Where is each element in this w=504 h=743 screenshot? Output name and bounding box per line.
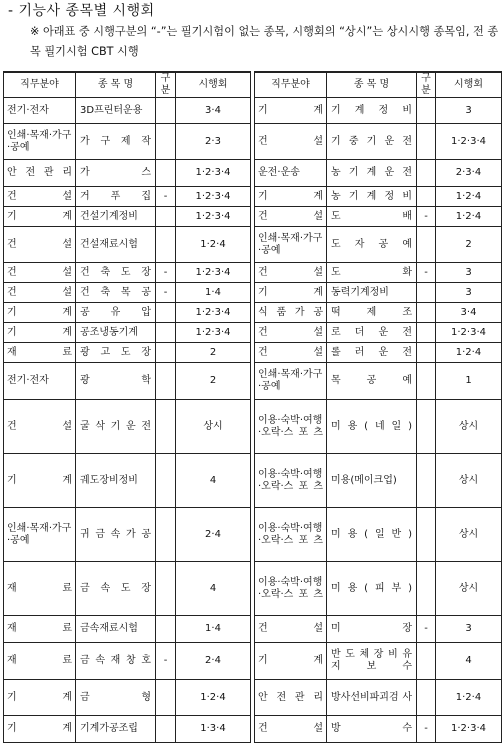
category-cell: [156, 227, 176, 263]
field-cell: 건 설: [4, 400, 76, 454]
name-cell: 공 유 압: [76, 303, 156, 323]
table-row: [255, 263, 502, 283]
name-cell: 가 구 제 작: [76, 124, 156, 160]
field-cell: 기 계: [4, 323, 76, 343]
name-cell: 농 기 계 운 전: [327, 160, 417, 187]
field-cell: 재 료: [4, 643, 76, 680]
name-cell: 떡 제 조: [327, 303, 417, 323]
schedule-cell: 1·2·4: [436, 187, 502, 207]
table-row: [255, 227, 502, 263]
category-cell: [156, 616, 176, 643]
name-cell: 도 화: [327, 263, 417, 283]
field-cell: 기 계: [255, 98, 327, 124]
field-cell: 이용·숙박·여행·오락·스 포 츠: [255, 454, 327, 508]
schedule-cell: 1·3·4: [176, 716, 251, 743]
category-cell: [156, 323, 176, 343]
table-header-row: [4, 72, 251, 98]
table-row: [255, 124, 502, 160]
field-cell: 건 설: [255, 124, 327, 160]
field-cell: 재 료: [4, 562, 76, 616]
field-cell: 이용·숙박·여행·오락·스 포 츠: [255, 508, 327, 562]
schedule-cell: 상시: [436, 454, 502, 508]
name-cell: 미 용 ( 일 반 ): [327, 508, 417, 562]
schedule-cell: 1·2·3·4: [176, 160, 251, 187]
category-cell: -: [156, 643, 176, 680]
field-cell: 안 전 관 리: [255, 680, 327, 716]
table-row: [4, 400, 251, 454]
category-cell: [417, 160, 436, 187]
schedule-cell: 1·2·4: [436, 680, 502, 716]
category-cell: [156, 363, 176, 400]
name-cell: 농 기 계 정 비: [327, 187, 417, 207]
field-cell: 인쇄·목재·가구·공예: [255, 363, 327, 400]
schedule-table-left: [3, 71, 251, 743]
name-cell: 건 축 도 장: [76, 263, 156, 283]
name-cell: 금 속 도 장: [76, 562, 156, 616]
table-row: [255, 643, 502, 680]
category-cell: [417, 643, 436, 680]
table-row: [255, 363, 502, 400]
name-cell: 기 계 정 비: [327, 98, 417, 124]
category-cell: [156, 343, 176, 363]
schedule-cell: 상시: [176, 400, 251, 454]
field-cell: 운전·운송: [255, 160, 327, 187]
schedule-cell: 1·2·3·4: [176, 323, 251, 343]
field-cell: 이용·숙박·여행·오락·스 포 츠: [255, 562, 327, 616]
header-schedule: 시행회: [436, 72, 502, 98]
schedule-cell: 1: [436, 363, 502, 400]
table-row: [255, 454, 502, 508]
category-cell: [156, 303, 176, 323]
schedule-cell: 1·2·4: [436, 207, 502, 227]
field-cell: 안 전 관 리: [4, 160, 76, 187]
name-cell: 귀 금 속 가 공: [76, 508, 156, 562]
category-cell: [417, 227, 436, 263]
category-cell: [417, 400, 436, 454]
field-cell: 기 계: [4, 454, 76, 508]
category-cell: [417, 680, 436, 716]
category-cell: [156, 716, 176, 743]
schedule-cell: 3·4: [176, 98, 251, 124]
field-cell: 기 계: [4, 303, 76, 323]
schedule-cell: 1·2·3·4: [436, 716, 502, 743]
category-cell: [156, 562, 176, 616]
table-row: [255, 400, 502, 454]
schedule-cell: 상시: [436, 400, 502, 454]
name-cell: 미 용 ( 네 일 ): [327, 400, 417, 454]
schedule-cell: 1·2·4: [176, 227, 251, 263]
table-row: [255, 616, 502, 643]
field-cell: 식 품 가 공: [255, 303, 327, 323]
table-row: [255, 187, 502, 207]
field-cell: 기 계: [255, 187, 327, 207]
name-cell: 도 자 공 예: [327, 227, 417, 263]
field-cell: 기 계: [4, 680, 76, 716]
table-row: [4, 508, 251, 562]
note-text: [30, 22, 500, 62]
field-cell: 건 설: [4, 263, 76, 283]
table-row: [4, 616, 251, 643]
category-cell: [417, 508, 436, 562]
table-row: [255, 283, 502, 303]
name-cell: 건설재료시험: [76, 227, 156, 263]
name-cell: 광 학: [76, 363, 156, 400]
category-cell: -: [417, 207, 436, 227]
header-field: 직무분야: [4, 72, 76, 98]
header-category: 구분: [417, 72, 436, 98]
table-row: [255, 562, 502, 616]
name-cell: 미 장: [327, 616, 417, 643]
category-cell: [156, 400, 176, 454]
category-cell: [417, 562, 436, 616]
field-cell: 기 계: [255, 283, 327, 303]
table-row: [255, 98, 502, 124]
table-row: [255, 716, 502, 743]
name-cell: 금속재료시험: [76, 616, 156, 643]
schedule-cell: 2·4: [176, 643, 251, 680]
category-cell: [417, 454, 436, 508]
name-cell: 기 중 기 운 전: [327, 124, 417, 160]
category-cell: [417, 98, 436, 124]
schedule-cell: 3: [436, 263, 502, 283]
name-cell: 롤 러 운 전: [327, 343, 417, 363]
field-cell: 건 설: [4, 187, 76, 207]
table-header-row: [255, 72, 502, 98]
schedule-cell: 1·4: [176, 283, 251, 303]
field-cell: 건 설: [4, 283, 76, 303]
name-cell: 공조냉동기계: [76, 323, 156, 343]
table-row: [255, 343, 502, 363]
header-name: 종 목 명: [76, 72, 156, 98]
name-cell: 굴 삭 기 운 전: [76, 400, 156, 454]
table-row: [4, 680, 251, 716]
name-cell: 3D프린터운용: [76, 98, 156, 124]
table-row: [4, 363, 251, 400]
field-cell: 건 설: [255, 207, 327, 227]
table-row: [4, 124, 251, 160]
category-cell: -: [156, 263, 176, 283]
schedule-table-right: [254, 71, 502, 743]
schedule-cell: 상시: [436, 562, 502, 616]
header-category: 구분: [156, 72, 176, 98]
field-cell: 건 설: [255, 343, 327, 363]
name-cell: 궤도장비정비: [76, 454, 156, 508]
category-cell: -: [156, 187, 176, 207]
table-row: [4, 160, 251, 187]
table-row: [4, 643, 251, 680]
schedule-cell: 3·4: [436, 303, 502, 323]
table-row: [4, 716, 251, 743]
name-cell: 목 공 예: [327, 363, 417, 400]
schedule-cell: 1·2·3·4: [176, 207, 251, 227]
category-cell: [417, 323, 436, 343]
table-row: [4, 98, 251, 124]
schedule-cell: 4: [436, 643, 502, 680]
field-cell: 건 설: [255, 323, 327, 343]
field-cell: 전기·전자: [4, 363, 76, 400]
schedule-cell: 상시: [436, 508, 502, 562]
table-row: [4, 187, 251, 207]
name-cell: 로 더 운 전: [327, 323, 417, 343]
schedule-cell: 4: [176, 562, 251, 616]
name-cell: 금 속 재 창 호: [76, 643, 156, 680]
page-heading: - 기능사 종목별 시행회: [8, 3, 155, 19]
table-row: [4, 207, 251, 227]
field-cell: 재 료: [4, 343, 76, 363]
schedule-cell: 1·2·3·4: [176, 263, 251, 283]
schedule-cell: 2·3·4: [436, 160, 502, 187]
table-row: [4, 263, 251, 283]
header-field: 직무분야: [255, 72, 327, 98]
category-cell: [417, 187, 436, 207]
table-row: [255, 323, 502, 343]
category-cell: [417, 363, 436, 400]
category-cell: [156, 508, 176, 562]
field-cell: 인쇄·목재·가구·공예: [255, 227, 327, 263]
name-cell: 미 용 ( 피 부 ): [327, 562, 417, 616]
header-name: 종 목 명: [327, 72, 417, 98]
category-cell: [417, 283, 436, 303]
field-cell: 기 계: [255, 643, 327, 680]
name-cell: 동력기계정비: [327, 283, 417, 303]
field-cell: 건 설: [4, 227, 76, 263]
note-symbol: ※: [30, 25, 40, 38]
category-cell: [156, 160, 176, 187]
category-cell: [156, 124, 176, 160]
schedule-cell: 1·2·3·4: [176, 303, 251, 323]
category-cell: [417, 343, 436, 363]
table-row: [4, 343, 251, 363]
field-cell: 인쇄·목재·가구·공예: [4, 508, 76, 562]
schedule-cell: 2·4: [176, 508, 251, 562]
field-cell: 전기·전자: [4, 98, 76, 124]
schedule-cell: 3: [436, 616, 502, 643]
schedule-cell: 1·4: [176, 616, 251, 643]
name-cell: 광 고 도 장: [76, 343, 156, 363]
name-cell: 건 축 목 공: [76, 283, 156, 303]
table-row: [255, 160, 502, 187]
table-row: [4, 454, 251, 508]
name-cell: 건설기계정비: [76, 207, 156, 227]
name-cell: 가 스: [76, 160, 156, 187]
field-cell: 기 계: [4, 207, 76, 227]
name-cell: 방 수: [327, 716, 417, 743]
schedule-cell: 4: [176, 454, 251, 508]
schedule-cell: 3: [436, 98, 502, 124]
schedule-cell: 2: [176, 363, 251, 400]
schedule-cell: 1·2·3·4: [436, 124, 502, 160]
schedule-cell: 1·2·3·4: [176, 187, 251, 207]
schedule-cell: 2·3: [176, 124, 251, 160]
name-cell: 기계가공조립: [76, 716, 156, 743]
category-cell: [417, 124, 436, 160]
schedule-cell: 1·2·3·4: [436, 323, 502, 343]
table-row: [255, 207, 502, 227]
table-row: [255, 680, 502, 716]
category-cell: -: [417, 616, 436, 643]
header-schedule: 시행회: [176, 72, 251, 98]
category-cell: -: [417, 716, 436, 743]
name-cell: 금 형: [76, 680, 156, 716]
name-cell: 거 푸 집: [76, 187, 156, 207]
category-cell: [156, 98, 176, 124]
category-cell: [156, 680, 176, 716]
schedule-cell: 1·2·4: [436, 343, 502, 363]
category-cell: [417, 303, 436, 323]
field-cell: 이용·숙박·여행·오락·스 포 츠: [255, 400, 327, 454]
field-cell: 기 계: [4, 716, 76, 743]
schedule-cell: 1·2·4: [176, 680, 251, 716]
table-row: [4, 562, 251, 616]
name-cell: 도 배: [327, 207, 417, 227]
table-row: [255, 303, 502, 323]
category-cell: [156, 207, 176, 227]
category-cell: [156, 454, 176, 508]
category-cell: -: [156, 283, 176, 303]
field-cell: 재 료: [4, 616, 76, 643]
note-body: 아래표 중 시행구분의 “-”는 필기시험이 없는 종목, 시행회의 “상시”는 상시시행 종목임, 전 종목 필기시험 CBT 시행: [30, 25, 499, 58]
category-cell: -: [417, 263, 436, 283]
schedule-cell: 3: [436, 283, 502, 303]
field-cell: 건 설: [255, 616, 327, 643]
name-cell: 방사선비파괴검 사: [327, 680, 417, 716]
table-row: [255, 508, 502, 562]
table-row: [4, 323, 251, 343]
table-row: [4, 303, 251, 323]
schedule-cell: 2: [436, 227, 502, 263]
name-cell: 반 도 체 장 비 유 지 보 수: [327, 643, 417, 680]
table-row: [4, 227, 251, 263]
schedule-cell: 2: [176, 343, 251, 363]
field-cell: 건 설: [255, 716, 327, 743]
field-cell: 건 설: [255, 263, 327, 283]
table-row: [4, 283, 251, 303]
name-cell: 미용(메이크업): [327, 454, 417, 508]
field-cell: 인쇄·목재·가구·공예: [4, 124, 76, 160]
